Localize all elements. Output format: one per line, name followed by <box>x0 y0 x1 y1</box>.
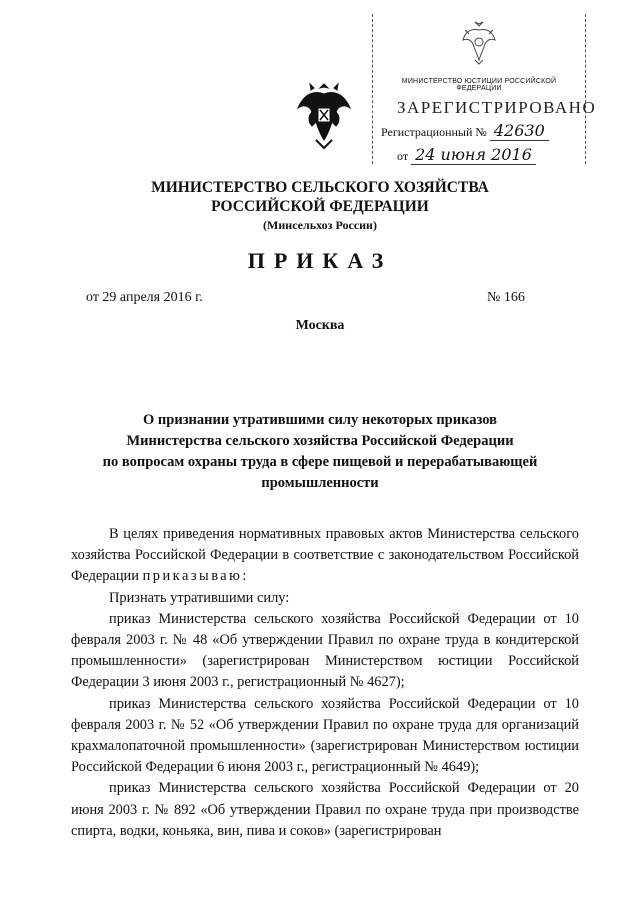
ministry-name-line2: РОССИЙСКОЙ ФЕДЕРАЦИИ <box>211 198 429 215</box>
order-title-line4: промышленности <box>261 475 379 491</box>
intro-command: приказываю: <box>142 568 249 585</box>
stamp-ministry-name: МИНИСТЕРСТВО ЮСТИЦИИ РОССИЙСКОЙ ФЕДЕРАЦИИ <box>401 78 557 92</box>
order-number: № 166 <box>487 290 525 305</box>
stamp-date-prefix: от <box>397 149 409 163</box>
repealed-item-3: приказ Министерства сельского хозяйства Российской Федерации от 20 июня 2003 г. № 892 «Об утверждении Правил по охране труда при производстве спирта, водки, коньяка, вин, пива и соков» (зарегистрирован <box>71 780 579 839</box>
ministry-name-line1: МИНИСТЕРСТВО СЕЛЬСКОГО ХОЗЯЙСТВА <box>151 179 489 196</box>
coat-of-arms-icon <box>294 82 354 150</box>
order-title <box>80 410 560 494</box>
stamp-date-row <box>397 145 587 164</box>
order-title-line3: по вопросам охраны труда в сфере пищевой и перерабатывающей <box>102 454 538 470</box>
order-title-line2: Министерства сельского хозяйства Российской Федерации <box>126 433 514 449</box>
order-date: от 29 апреля 2016 г. <box>86 290 203 305</box>
stamp-date: 24 июня 2016 <box>411 145 536 165</box>
order-title-line1: О признании утратившими силу некоторых приказов <box>143 412 497 428</box>
intro-text: В целях приведения нормативных правовых актов Министерства сельского хозяйства Российской Федерации в соответствие с законодательством Российской Федерации <box>71 526 579 585</box>
repealed-item-2: приказ Министерства сельского хозяйства Российской Федерации от 10 февраля 2003 г. № 52 «Об утверждении Правил по охране труда для организаций крахмалопаточной промышленности» (зарегистрирован Министерством юстиции Российской Федерации 6 июня 2003 г., регистрационный № 4649); <box>71 695 579 776</box>
repealed-item-1: приказ Министерства сельского хозяйства Российской Федерации от 10 февраля 2003 г. № 48 «Об утверждении Правил по охране труда в кондитерской промышленности» (зарегистрирован Министерством юстиции Российской Федерации 3 июня 2003 г., регистрационный № 4627); <box>71 610 579 691</box>
registration-stamp <box>372 14 597 164</box>
city: Москва <box>295 318 345 333</box>
intro-paragraph <box>71 524 579 588</box>
stamp-reg-label: Регистрационный № <box>381 125 487 139</box>
document-type: ПРИКАЗ <box>247 248 393 273</box>
double-headed-eagle-icon <box>459 20 499 66</box>
ministry-name <box>80 178 560 216</box>
stamp-registration-number-row <box>381 121 581 140</box>
stamp-reg-number: 42630 <box>490 121 549 141</box>
stamp-status: ЗАРЕГИСТРИРОВАНО <box>397 98 597 117</box>
order-body <box>71 524 579 842</box>
ministry-short-name: (Минсельхоз России) <box>263 218 377 232</box>
recognize-paragraph: Признать утратившими силу: <box>109 589 290 606</box>
